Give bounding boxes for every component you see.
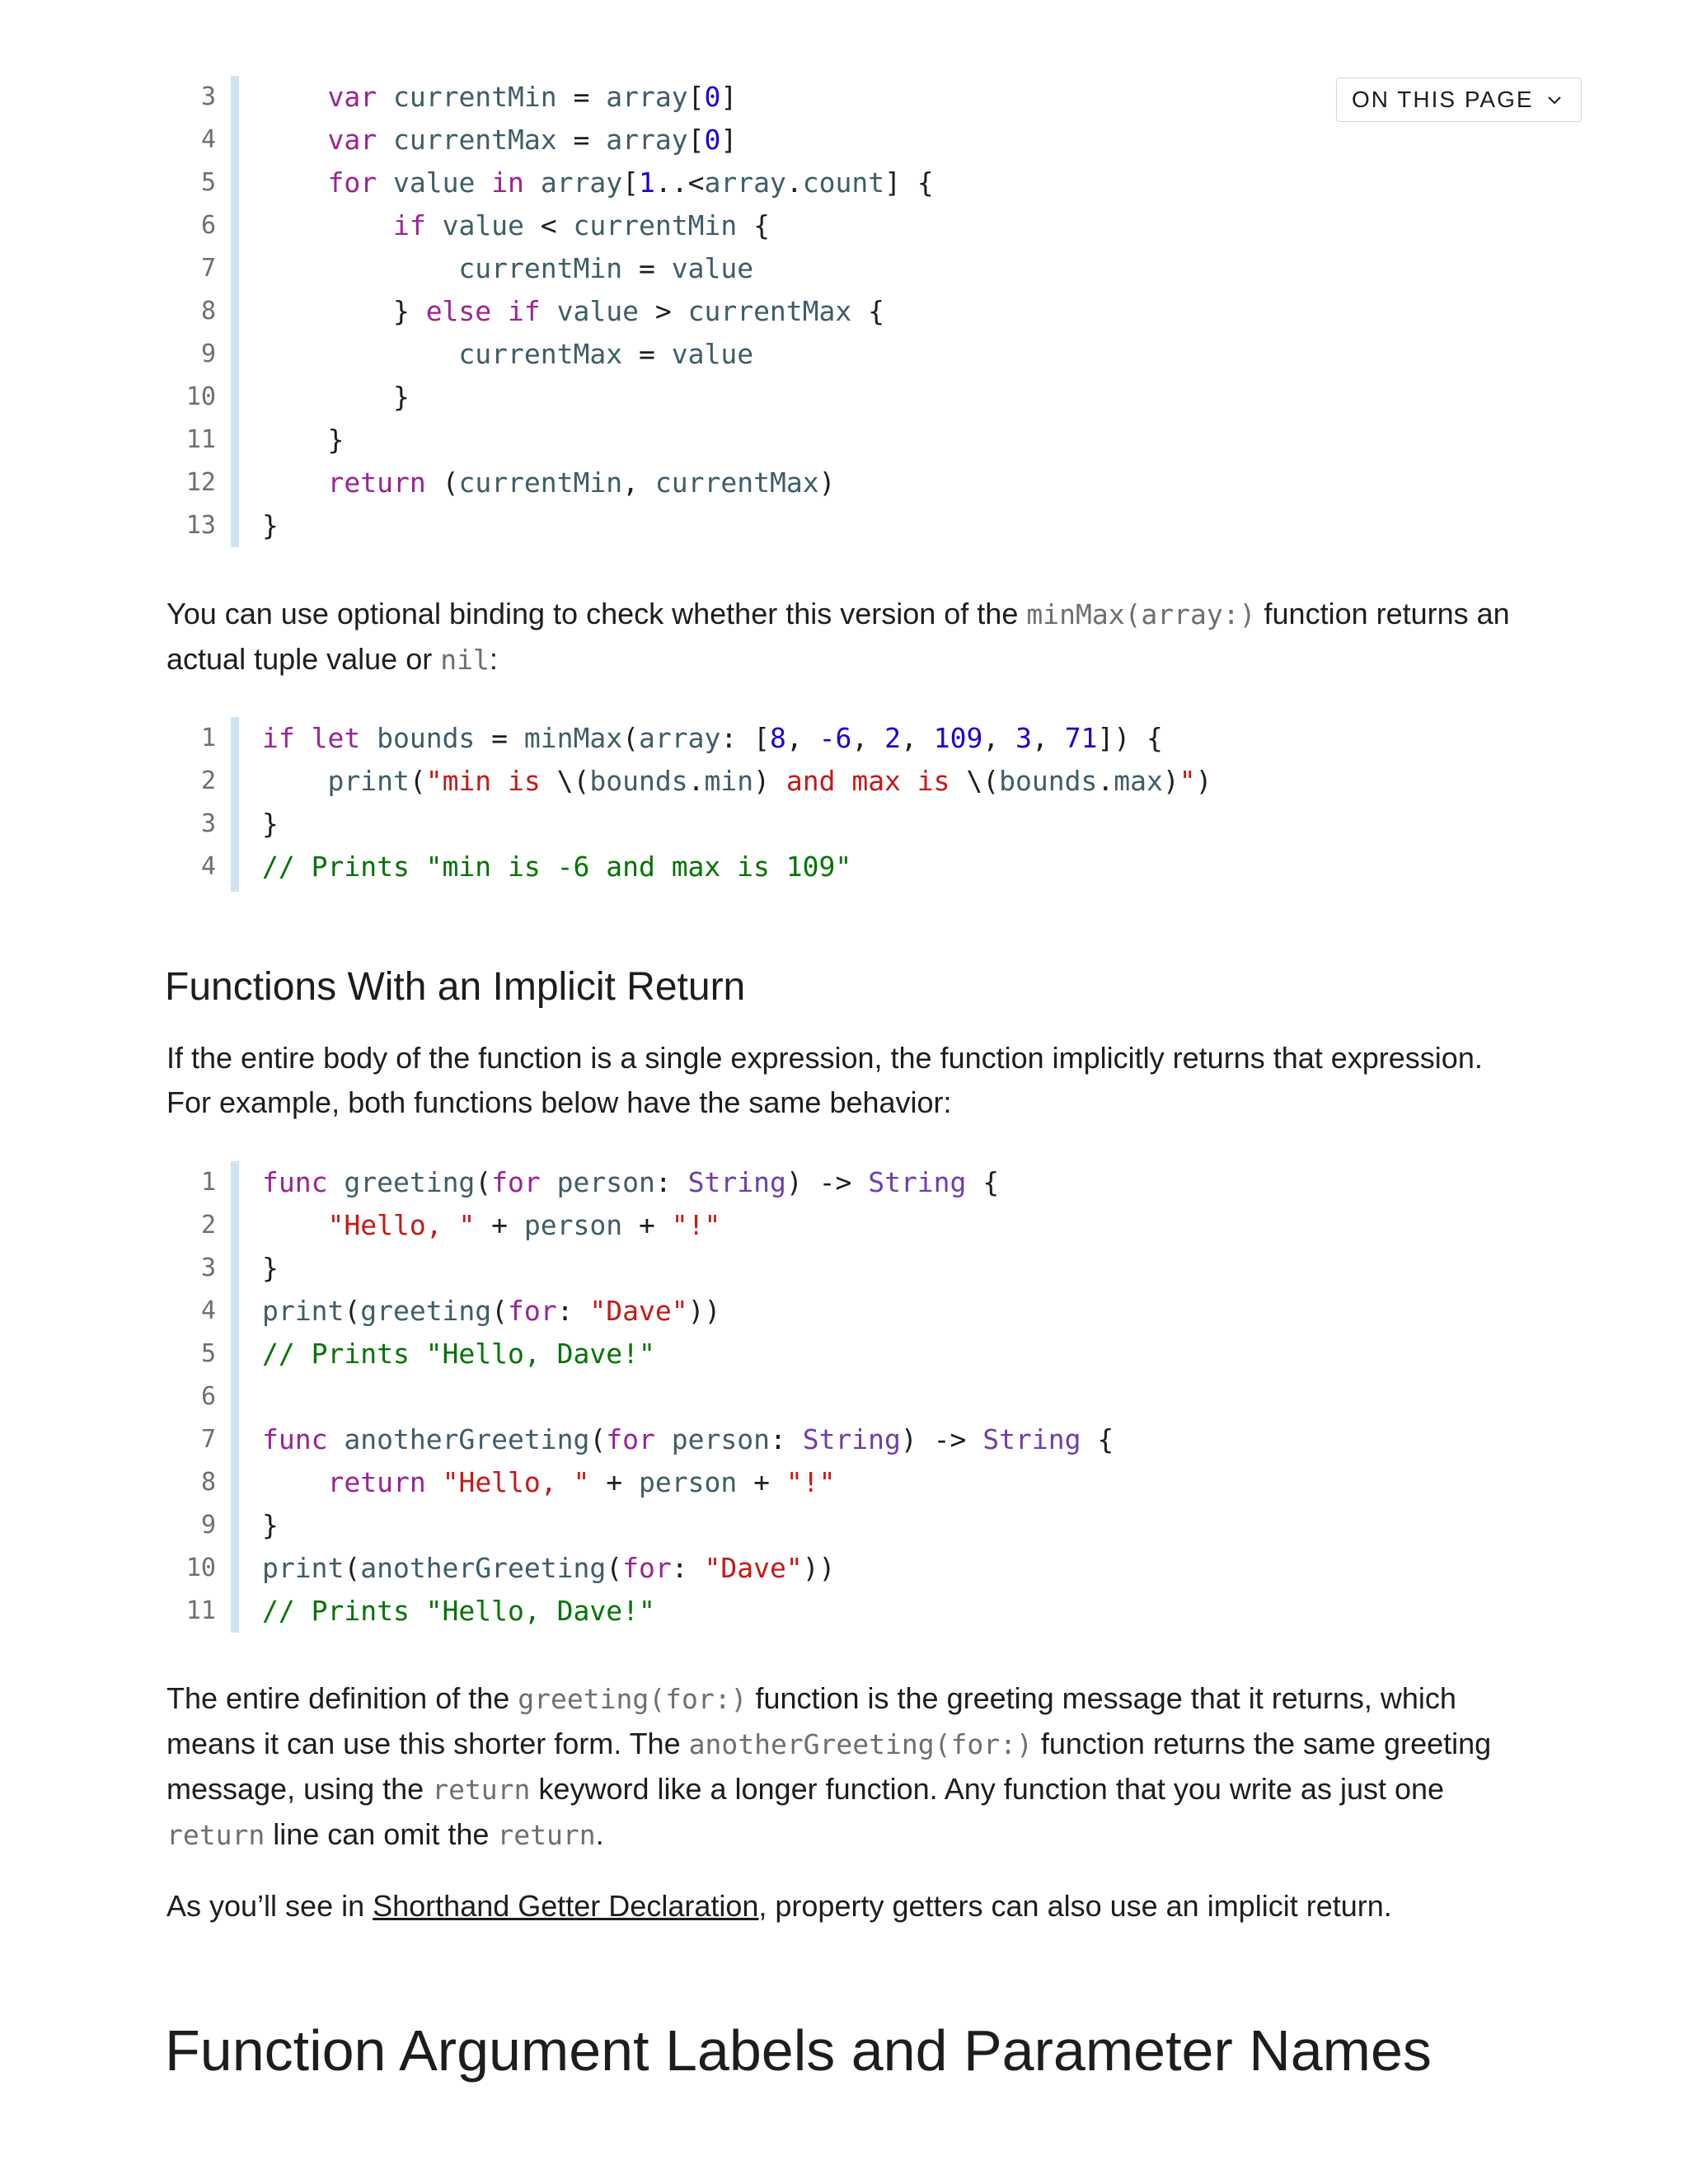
section-heading: Function Argument Labels and Parameter Names [165,2018,1432,2083]
shorthand-getter-link[interactable]: Shorthand Getter Declaration [373,1889,759,1923]
chevron-down-icon [1545,90,1564,110]
on-this-page-dropdown[interactable] [1336,77,1582,122]
on-this-page-label: ON THIS PAGE [1352,87,1534,112]
paragraph-implicit-return: If the entire body of the function is a single expression, the function implicitly returns that expression. For example, both functions below have the same behavior: [166,1041,1483,1119]
paragraph-shorthand-getter: As you’ll see in Shorthand Getter Declaration, property getters can also use an implicit return. [166,1889,1392,1923]
paragraph-greeting-explanation: The entire definition of the greeting(for:) function is the greeting message that it returns, which means it can use this shorter form. The anotherGreeting(for:) function returns the same greeting message, using the return keyword like a longer function. Any function that you write as just one return line can omit the return. [166,1681,1492,1851]
paragraph-optional-binding: You can use optional binding to check whether this version of the minMax(array:) function returns an actual tuple value or nil: [166,597,1510,676]
section-title: Functions With an Implicit Return [165,965,746,1009]
